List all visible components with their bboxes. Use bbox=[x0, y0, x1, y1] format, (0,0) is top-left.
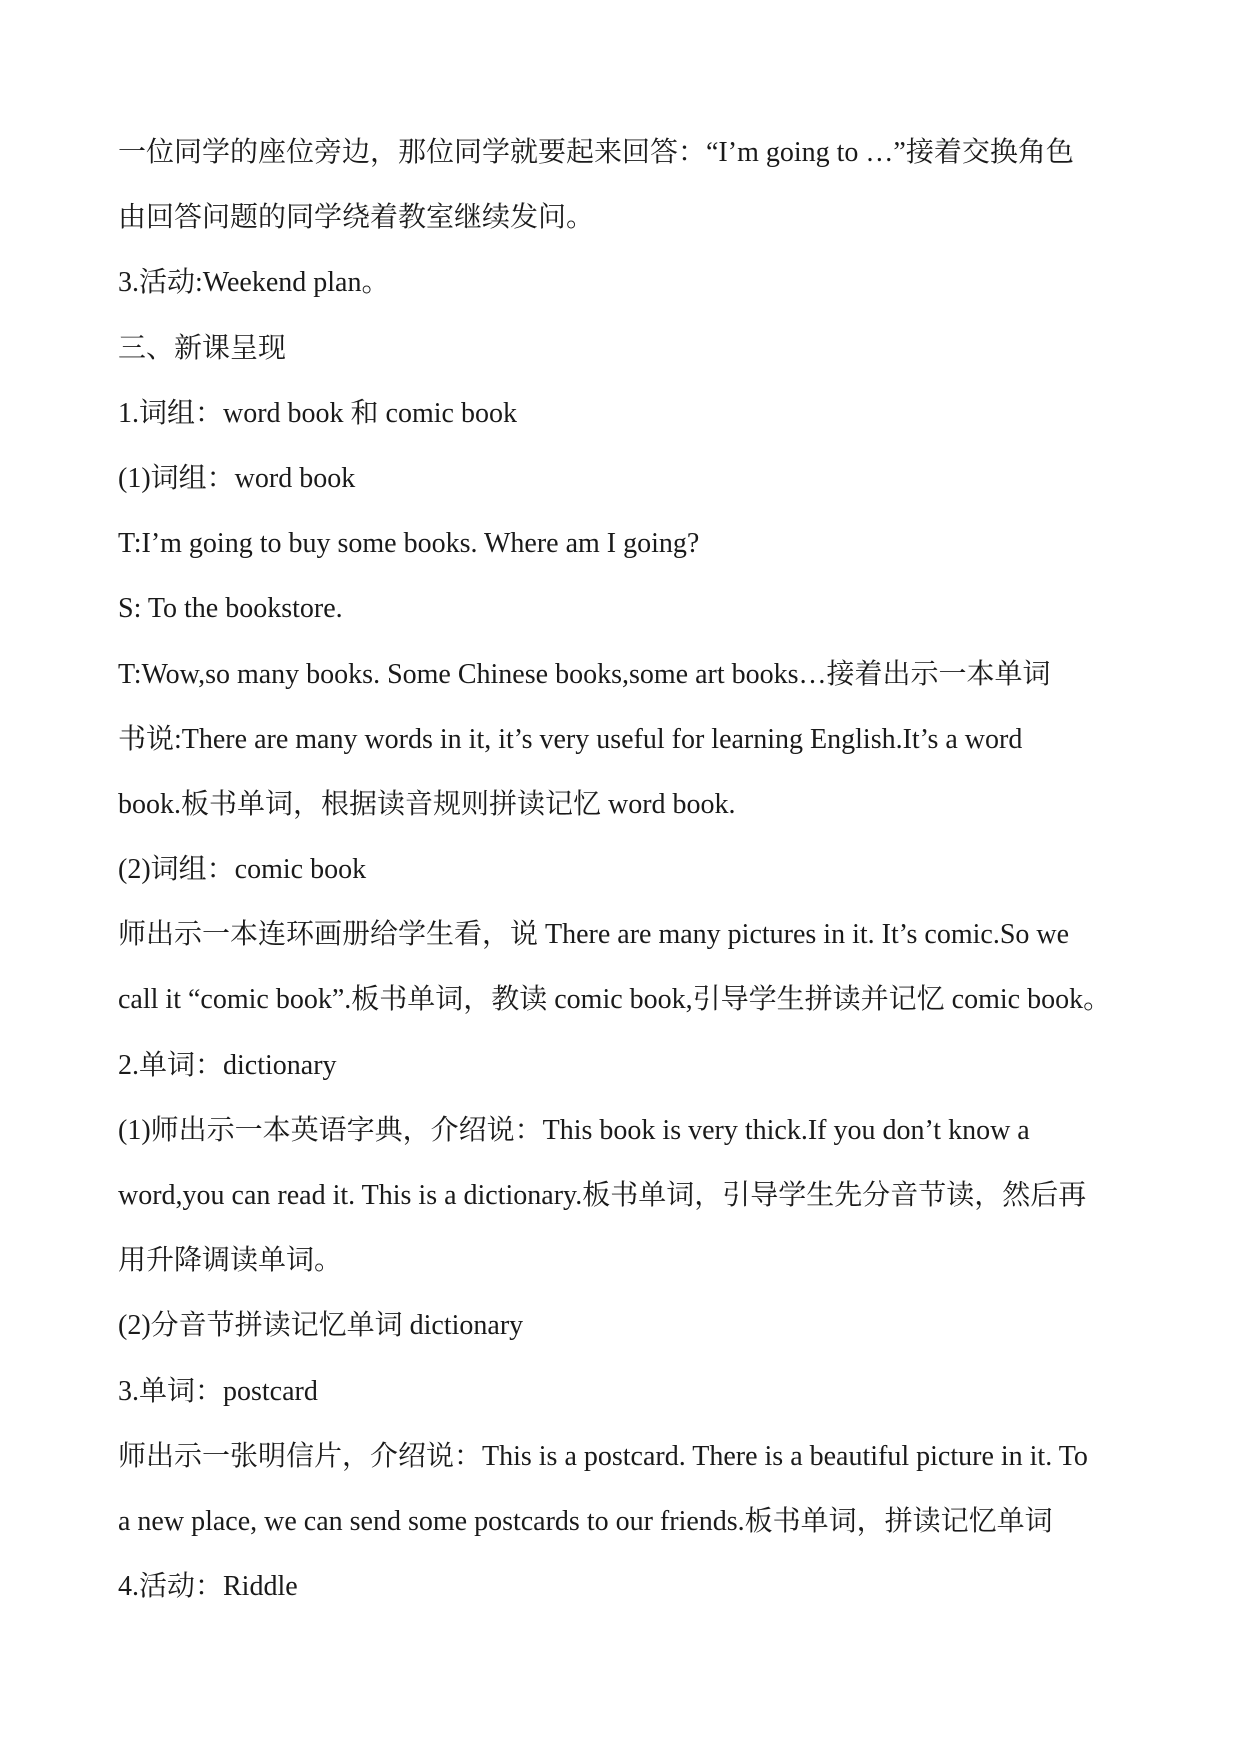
activity-heading: 4.活动：Riddle bbox=[118, 1571, 298, 1603]
text-line: call it “comic book”.板书单词，教读 comic book,引导学生拼读并记忆 comic book。 bbox=[118, 984, 1112, 1016]
dialogue-line: T:Wow,so many books. Some Chinese books,some art books…接着出示一本单词 bbox=[118, 658, 1051, 690]
section-heading: 三、新课呈现 bbox=[118, 332, 287, 364]
text-line: a new place, we can send some postcards to our friends.板书单词，拼读记忆单词 bbox=[118, 1505, 1053, 1537]
subsection-heading: 3.单词：postcard bbox=[118, 1375, 318, 1407]
text-line: book.板书单词，根据读音规则拼读记忆 word book. bbox=[118, 788, 736, 820]
text-line: 一位同学的座位旁边，那位同学就要起来回答：“I’m going to …”接着交换角色 bbox=[118, 137, 1074, 168]
subsection-heading: 2.单词：dictionary bbox=[118, 1049, 337, 1081]
text-line: (1)师出示一本英语字典，介绍说：This book is very thick.If you don’t know a bbox=[118, 1114, 1030, 1146]
text-line: word,you can read it. This is a dictionary.板书单词，引导学生先分音节读，然后再 bbox=[118, 1180, 1087, 1211]
text-line: 师出示一本连环画册给学生看，说 There are many pictures in it. It’s comic.So we bbox=[118, 919, 1070, 951]
dialogue-line: T:I’m going to buy some books. Where am I going? bbox=[118, 528, 700, 560]
text-line: 书说:There are many words in it, it’s very useful for learning English.It’s a word bbox=[118, 723, 1023, 755]
text-line: 师出示一张明信片，介绍说：This is a postcard. There is a beautiful picture in it. To bbox=[118, 1440, 1088, 1472]
subsection-heading: (2)词组：comic book bbox=[118, 854, 367, 886]
activity-heading: 3.活动:Weekend plan。 bbox=[118, 267, 390, 299]
text-line: (2)分音节拼读记忆单词 dictionary bbox=[118, 1310, 524, 1342]
text-line: 由回答问题的同学绕着教室继续发问。 bbox=[118, 202, 595, 234]
subsection-heading: (1)词组：word book bbox=[118, 462, 356, 494]
text-line: 用升降调读单词。 bbox=[118, 1245, 343, 1277]
document-body bbox=[118, 120, 1138, 1619]
subsection-heading: 1.词组：word book 和 comic book bbox=[118, 397, 517, 429]
dialogue-line: S: To the bookstore. bbox=[118, 593, 343, 625]
